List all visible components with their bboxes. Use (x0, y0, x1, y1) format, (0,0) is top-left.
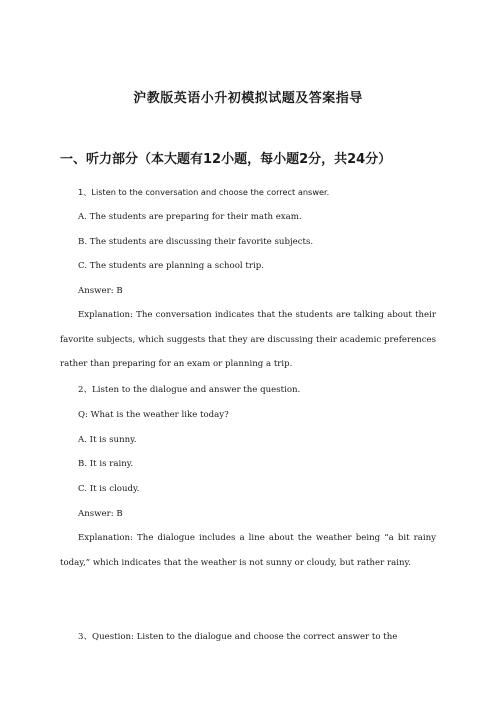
question-1-prompt: 1、Listen to the conversation and choose the correct answer. (78, 187, 330, 197)
question-1-option-b: B. The students are discussing their favorite subjects. (78, 237, 314, 247)
document-title: 沪教版英语小升初模拟试题及答案指导 (133, 91, 363, 106)
section-heading-listening: 一、听力部分（本大题有12小题，每小题2分，共24分） (60, 152, 392, 167)
question-2-option-c: C. It is cloudy. (78, 484, 140, 494)
question-1-option-c: C. The students are planning a school trip. (78, 261, 264, 271)
question-2-answer: Answer: B (78, 509, 123, 519)
question-2-question: Q: What is the weather like today? (78, 410, 229, 420)
question-1-answer: Answer: B (78, 286, 123, 296)
question-1-option-a: A. The students are preparing for their math exam. (78, 212, 302, 222)
question-1-explanation: Explanation: The conversation indicates that the students are talking about their favorite subjects, which suggests that they are discussing their academic preferences rather than preparing for an exam or planning a trip. (60, 310, 436, 370)
question-3-prompt: 3、Question: Listen to the dialogue and choose the correct answer to the (78, 632, 398, 642)
question-2-explanation: Explanation: The dialogue includes a line about the weather being “a bit rainy today,” which indicates that the weather is not sunny or cloudy, but rather rainy. (60, 533, 436, 568)
question-2-prompt: 2、Listen to the dialogue and answer the question. (78, 385, 301, 395)
question-2-option-b: B. It is rainy. (78, 459, 134, 469)
question-2-option-a: A. It is sunny. (78, 435, 137, 445)
